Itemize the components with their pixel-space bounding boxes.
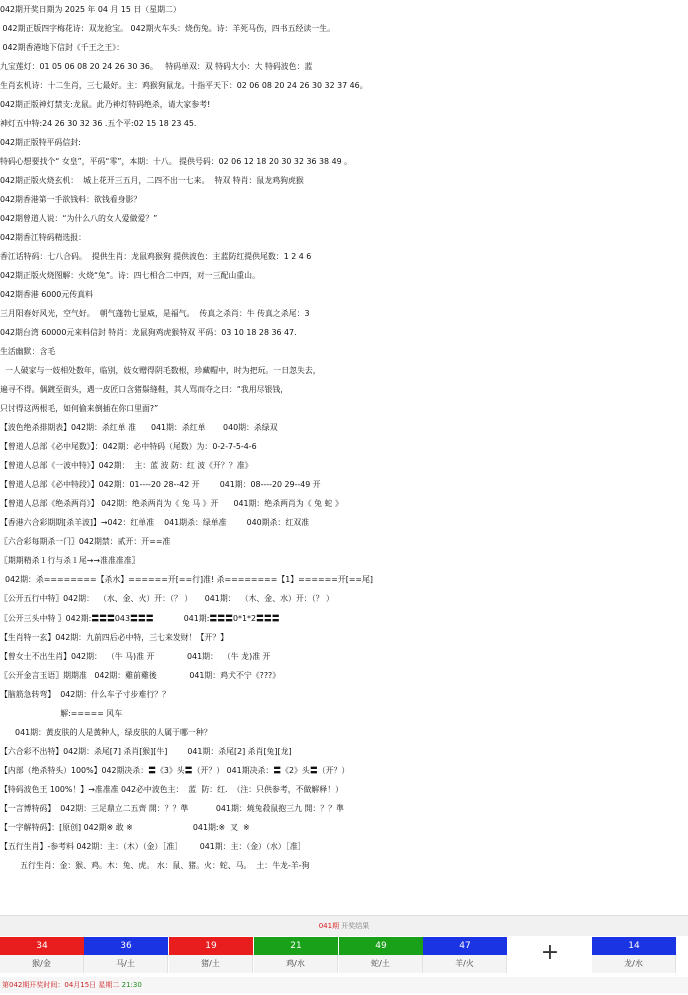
text-line: 【一字解特码】：[原创] 042期※ 敢 ※ 041期:※ 叉 ※ xyxy=(0,822,250,832)
ball-zodiac: 猪/土 xyxy=(169,955,253,973)
result-period: 041期 xyxy=(318,922,340,930)
result-balls xyxy=(0,937,688,973)
ball-zodiac: 猴/金 xyxy=(0,955,84,973)
text-line: 生肖玄机诗：十二生肖，三七最好。主：鸡猴狗鼠龙。十指平天下：02 06 08 20 24 26 30 32 37 46。 xyxy=(0,81,368,91)
ball-zodiac: 羊/火 xyxy=(423,955,507,973)
text-line: 【香港六合彩期期[杀羊波]】→042：红单准 041期杀：绿单准 040期杀：红双准 xyxy=(0,518,309,528)
text-line: 042期正版神灯禁支:龙鼠。此乃神灯特码绝杀，请大家参考! xyxy=(0,100,211,110)
result-number-ball xyxy=(423,937,507,973)
result-number-ball xyxy=(0,937,84,973)
ball-number: 34 xyxy=(0,937,84,955)
text-line: 【曾道人总部《必中尾数》】：042期：必中特码（尾数）为：0-2-7-5-4-6 xyxy=(0,442,257,452)
plus-icon: + xyxy=(540,940,560,965)
text-line: 【曾女士不出生肖】042期： （牛 马)准 开 041期： （牛 龙)准 开 xyxy=(0,651,271,661)
text-line: 神灯五中特:24 26 30 32 36 .五个平:02 15 18 23 45. xyxy=(0,119,197,129)
text-line: 【五行生肖】-参考料 042期：主：（木）（金）［准］ 041期：主：（金）（水）［准］ xyxy=(0,841,306,851)
special-number-ball xyxy=(592,937,676,973)
result-header-label: 开奖结果 xyxy=(339,922,370,930)
ball-number: 14 xyxy=(592,937,676,955)
text-line: 五行生肖：金：猴、鸡。木：兔、虎。 水：鼠、猪。火：蛇、马。 土：牛龙-羊-狗 xyxy=(0,860,310,870)
text-line: 三月阳春好风光，空气好。 朝气蓬勃七显威，是福气。 传真之杀肖：牛 传真之杀尾：3 xyxy=(0,309,310,319)
text-line: 042期香港 6000元传真料 xyxy=(0,290,93,300)
result-number-ball xyxy=(169,937,253,973)
text-line: 041期：黃皮肤的人是黃种人，绿皮肤的人属于哪一种？ xyxy=(0,727,212,737)
text-line: 香江话特码：七八合码。 提供生肖：龙鼠鸡猴狗 提供波色：主蓝防红提供尾数：1 2 4 6 xyxy=(0,252,312,262)
text-line: 〖六合彩每期杀一门〗042期禁：贰开：开==准 xyxy=(0,537,171,547)
text-line: 042期正版火烧玄机： 城上花开三五月，二四不出一七来。 特双 特肖：鼠龙鸡狗虎猴 xyxy=(0,176,304,186)
text-line: 遍寻不得。偶踱至街头，遇一皮匠口含猪鬃缝鞋，其人骂而夺之曰：“我用尽银钱， xyxy=(0,385,289,395)
ball-number: 36 xyxy=(84,937,168,955)
ball-number: 19 xyxy=(169,937,253,955)
text-line: 【脑筋急转弯】 042期：什么车子寸步难行？？ xyxy=(0,689,171,699)
text-line: 〖公开三头中特 〗042期:〓〓〓043〓〓〓 041期:〓〓〓0*1*2〓〓〓 xyxy=(0,613,280,623)
ball-number: 47 xyxy=(423,937,507,955)
text-line: 【一言博特码】 042期：三足鼎立二五齊 開：？？準 041期：燒兔殺鼠抱三九 開：？？準 xyxy=(0,803,344,813)
ball-zodiac: 马/土 xyxy=(84,955,168,973)
result-number-ball xyxy=(84,937,168,973)
text-line: 042期正版火烧图解：火烧“兔”。诗：四七相合二中四，对一三配山重山。 xyxy=(0,271,260,281)
text-line: 生活幽默：含毛 xyxy=(0,347,56,357)
text-line: 042期香江特码精选报： xyxy=(0,233,87,243)
text-line: 〖公开金言玉语〗期期准 042期：雞前雞後 041期：鸡犬不宁《???》 xyxy=(0,670,281,680)
text-line: 【六合彩不出特】042期：杀尾[7] 杀肖[猴][牛] 041期：杀尾[2] 杀肖[兔][龙] xyxy=(0,746,292,756)
text-line: 042期：杀========【杀水】======开[==行]准! 杀========【1】======开[==尾] xyxy=(0,575,374,585)
text-line: 【波色绝杀排期表】042期：杀红单 准 041期：杀红单 040期：杀绿双 xyxy=(0,423,278,433)
text-line: 【曾道人总部《必中特段》】042期：01----20 28--42 开 041期：08----20 29--49 开 xyxy=(0,480,321,490)
text-line: 【内部（绝杀特头）100%】042期决杀：〓《3》头〓（开？） 041期决杀：〓《2》头〓（开？） xyxy=(0,765,350,775)
result-number-ball xyxy=(339,937,423,973)
text-line: 一人破家与一妓相处数年，临别，妓女赠得阴毛数根，珍藏帽中，时为把玩。一日忽失去， xyxy=(0,366,321,376)
lottery-result-bar xyxy=(0,915,688,995)
text-line: 042期香港第一手欲钱料：欲钱看身影？ xyxy=(0,195,142,205)
result-header xyxy=(0,915,688,936)
text-line: 【特码波色王 100%！】→准准准 042必中波色主： 蓝 防：红. （注：只供参考，不做解释！） xyxy=(0,784,343,794)
text-line: 〖期期精杀１行与杀１尾→→准准准准〗 xyxy=(0,556,140,566)
ball-zodiac: 龙/水 xyxy=(592,955,676,973)
text-line: 【生肖特一玄】042期：九前四后必中特，三七来发财！【开？】 xyxy=(0,632,229,642)
text-line: 【曾道人总部《绝杀两肖》】 042期：绝杀两肖为《 兔 马 》开 041期：绝杀两肖为《 兔 蛇 》 xyxy=(0,499,343,509)
text-line: 042期开奖日期为 2025 年 04 月 15 日（星期二） xyxy=(0,5,181,14)
result-footer xyxy=(0,977,688,993)
draw-time-label: 第042期开奖时间：04月15日 星期二 xyxy=(2,981,122,989)
ball-number: 49 xyxy=(339,937,423,955)
text-line: 〖公开五行中特〗042期： （水、金、火）开：（？ ） 041期： （木、金、水）开：（？ ） xyxy=(0,594,334,604)
text-line: 特码心想要找个“ 女皇”，平码“零”，本期：十八。 提供号码：02 06 12 18 20 30 32 36 38 49 。 xyxy=(0,157,353,167)
text-line: 解:===== 风车 xyxy=(0,708,123,718)
ball-number: 21 xyxy=(254,937,338,955)
draw-time: 21:30 xyxy=(121,981,142,989)
text-line: 九宝莲灯：01 05 06 08 20 24 26 30 36。 特码单双：双 特码大小：大 特码波色：蓝 xyxy=(0,62,313,72)
text-line: 042期曾道人说：“为什么八的女人爱做爱？” xyxy=(0,214,158,224)
text-line: 042期正版特平码信封: xyxy=(0,138,81,148)
ball-zodiac: 鸡/水 xyxy=(254,955,338,973)
ball-zodiac: 蛇/土 xyxy=(339,955,423,973)
text-line: 042期正版四字梅花诗：双龙抢宝。 042期火车头：烧伤兔。诗：羊死马伤，四书五经读一生。 xyxy=(0,24,335,34)
text-line: 042期台湾 60000元来料信封 特肖：龙鼠狗鸡虎猴特双 平码：03 10 18 28 36 47. xyxy=(0,328,297,338)
text-line: 042期香港地下信封《千王之王》： xyxy=(0,43,125,53)
text-line: 【曾道人总部《一波中特》】042期： 主：蓝 波 防：红 波《开？？准》 xyxy=(0,461,253,471)
result-number-ball xyxy=(254,937,338,973)
text-line: 只讨得这两根毛，如何偷来倒插在你口里面?” xyxy=(0,404,159,414)
